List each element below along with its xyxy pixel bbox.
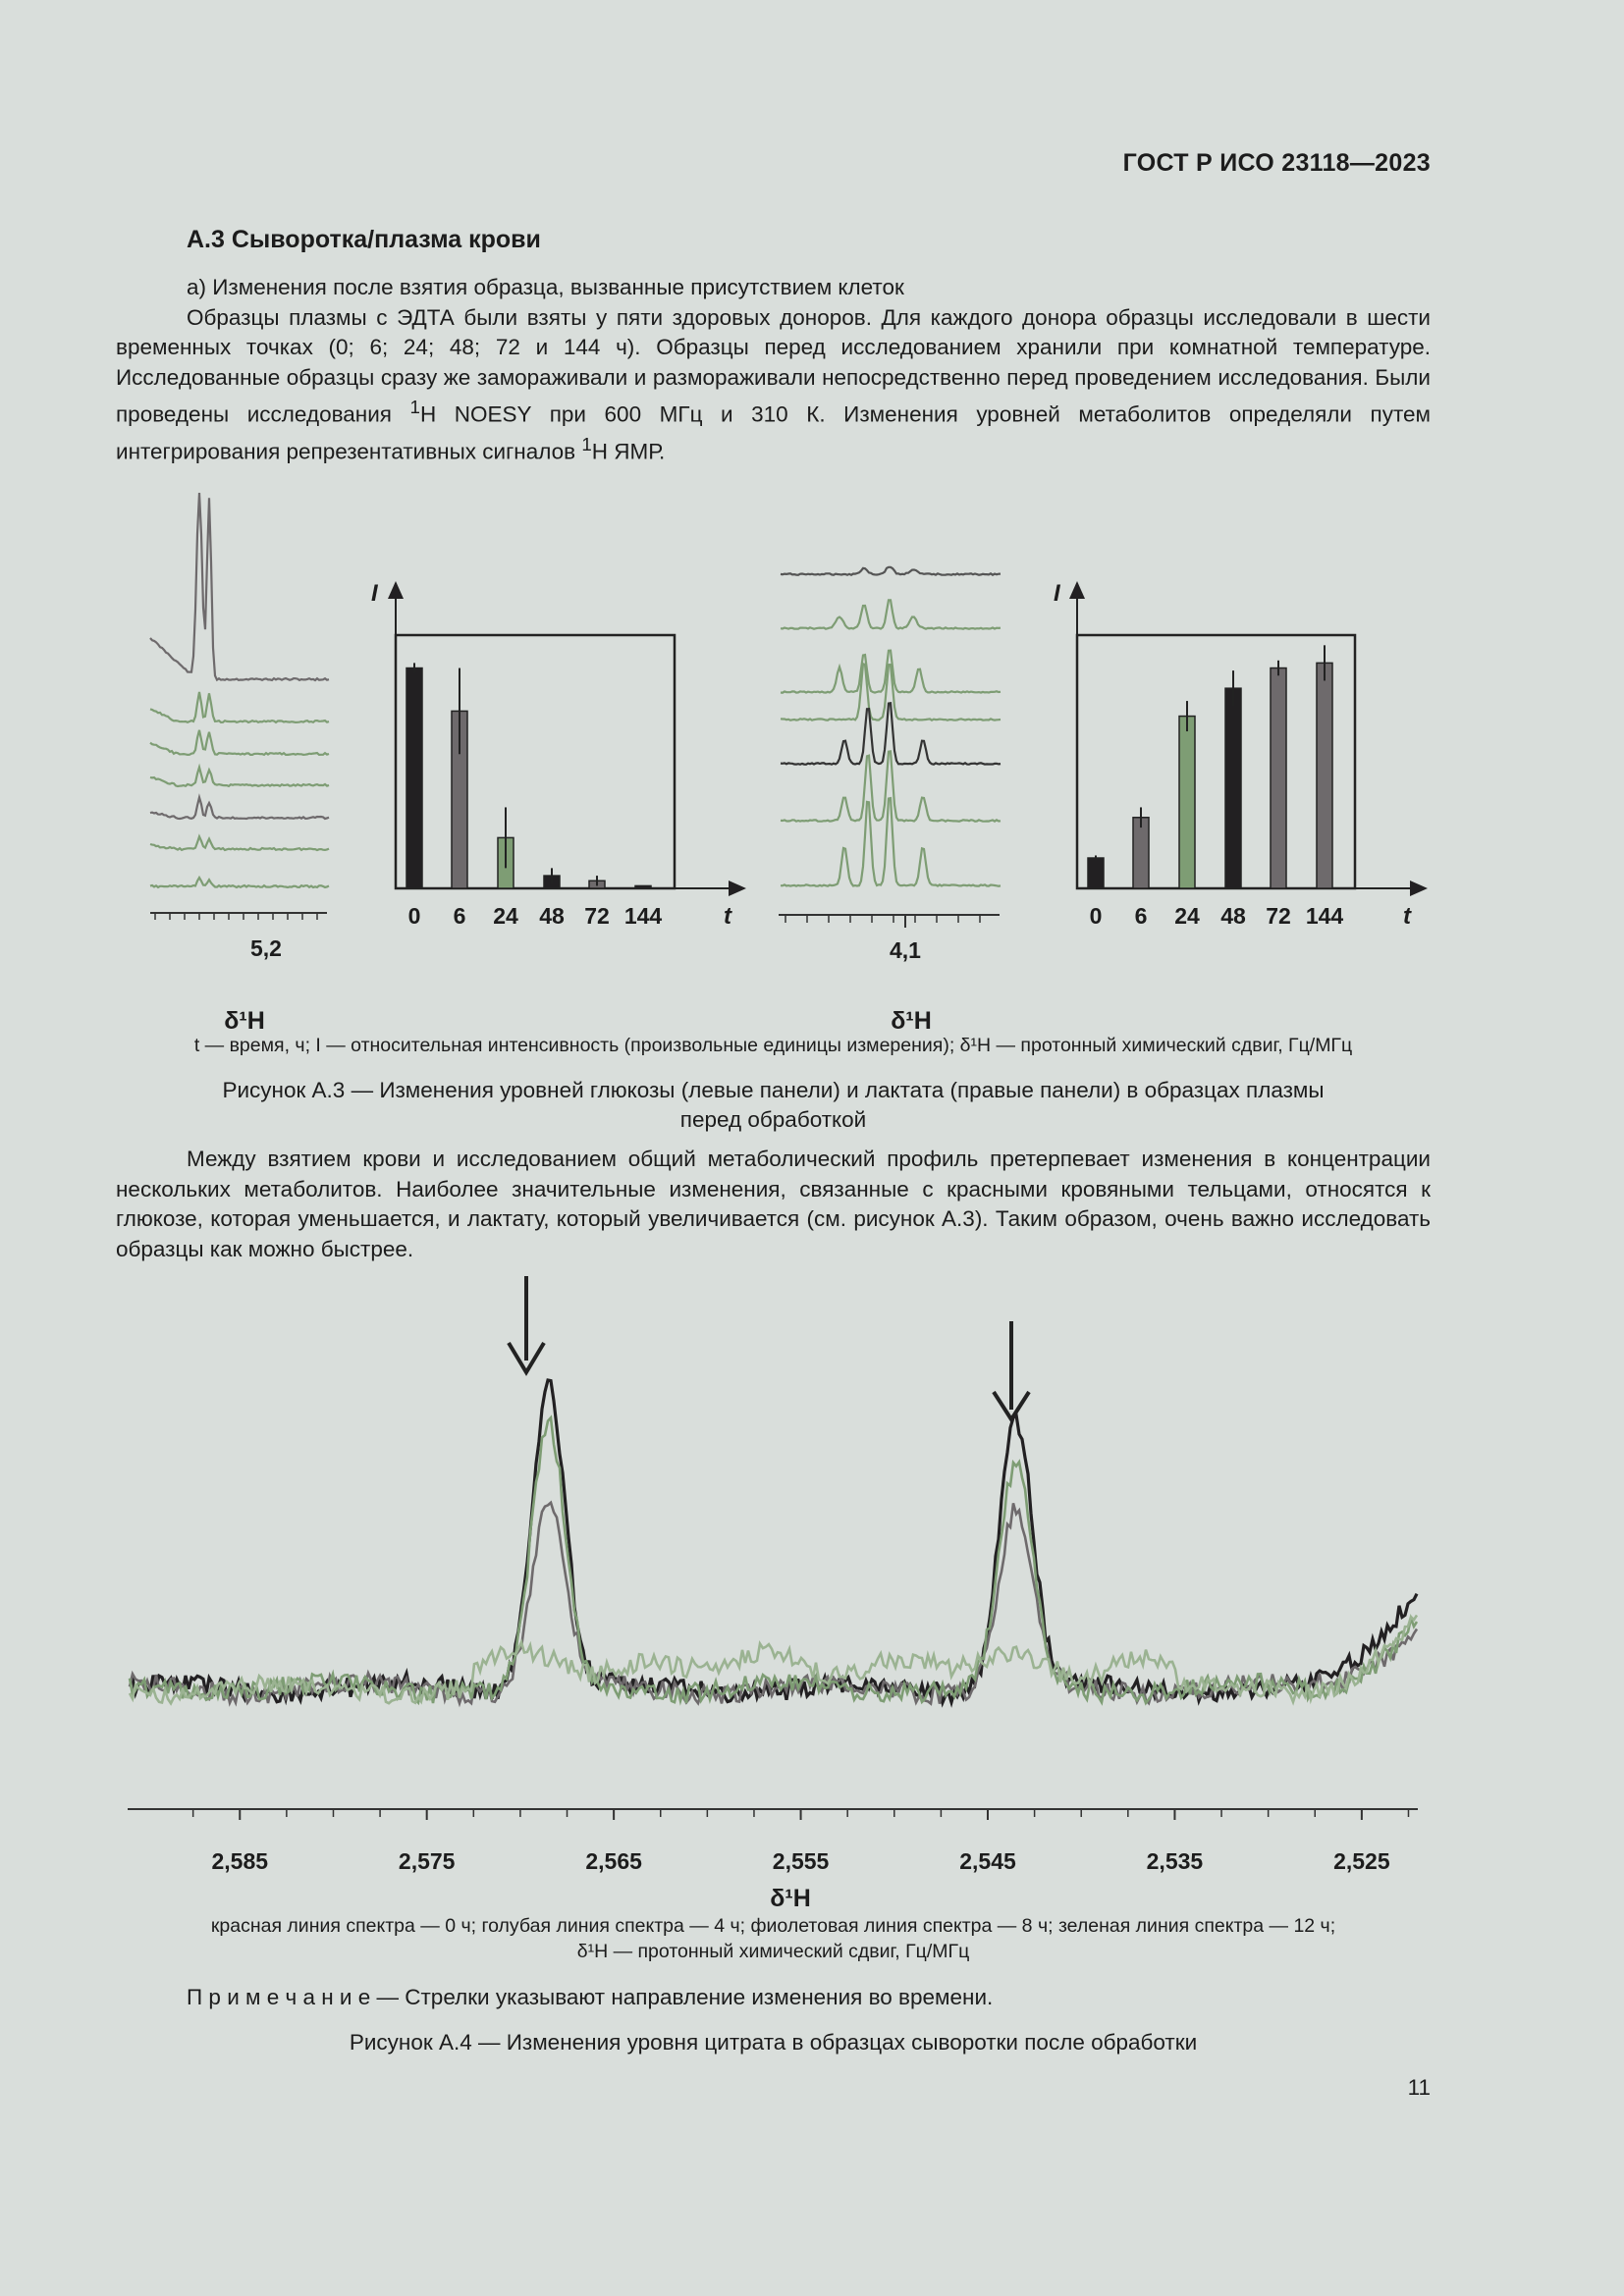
figure-a4-legend-line2: δ¹H — протонный химический сдвиг, Гц/МГц <box>576 1941 970 1962</box>
lactate-ppm-label: 4,1 <box>890 937 921 963</box>
glucose-spectrum-trace <box>150 730 329 755</box>
glucose-spectrum-trace <box>150 836 329 850</box>
citrate-tick-label: 2,555 <box>772 1848 830 1874</box>
glucose-bar <box>406 668 422 888</box>
citrate-spectra <box>130 1380 1417 1704</box>
glucose-ppm-axis <box>150 913 327 920</box>
citrate-x-axis <box>128 1809 1418 1820</box>
note-label: П р и м е ч а н и е <box>187 1985 371 2009</box>
glucose-bar <box>635 885 651 888</box>
section-title: А.3 Сыворотка/плазма крови <box>187 226 541 253</box>
glucose-spectrum-trace <box>150 768 329 786</box>
glucose-spectra <box>150 493 329 887</box>
lactate-tick-label: 48 <box>1220 903 1246 929</box>
arrow-icon <box>509 1276 544 1372</box>
citrate-tick-label: 2,565 <box>585 1848 642 1874</box>
citrate-tick-label: 2,535 <box>1146 1848 1204 1874</box>
figure-a3-legend: t — время, ч; I — относительная интенсивность (произвольные единицы измерения); δ¹H — протонный химический сдвиг, Гц/МГц <box>193 1035 1353 1056</box>
arrows <box>509 1276 1029 1419</box>
lactate-x-label: t <box>1403 903 1411 930</box>
lactate-bar <box>1271 668 1286 888</box>
intro-paragraph: Образцы плазмы с ЭДТА были взяты у пяти здоровых доноров. Для каждого донора образцы исследовали в шести временных точках (0; 6; 24; 48; 72 и 144 ч). Образцы перед исследованием хранили при комнатной температуре. Исследованные образцы сразу же замораживали и размораживали непосредственно перед проведением исследования. Были проведены исследования $^1$Н NOESY при 600 МГц и 310 К. Изменения уровней метаболитов определяли путем интегрирования репрезентативных сигналов $^1$Н ЯМР. <box>116 304 1432 464</box>
citrate-tick-label: 2,545 <box>959 1848 1016 1874</box>
lactate-spectrum-trace <box>781 600 1001 628</box>
glucose-spectrum-trace <box>150 692 329 722</box>
glucose-x-label: t <box>724 903 731 930</box>
citrate-tick-label: 2,575 <box>398 1848 456 1874</box>
figure-a4-caption: Рисунок А.4 — Изменения уровня цитрата в образцах сыворотки после обработки <box>349 2030 1198 2055</box>
glucose-spectrum-trace <box>150 878 329 887</box>
glucose-spectrum-trace <box>150 797 329 819</box>
lactate-bar <box>1225 688 1241 888</box>
lactate-tick-label: 0 <box>1089 903 1103 929</box>
lactate-tick-label: 6 <box>1134 903 1148 929</box>
glucose-tick-label: 6 <box>453 903 466 929</box>
item-a: а) Изменения после взятия образца, вызванные присутствием клеток <box>187 275 904 299</box>
citrate-tick-label: 2,585 <box>211 1848 269 1874</box>
intro-text <box>116 273 1431 467</box>
lactate-bar <box>1317 663 1332 888</box>
lactate-bar <box>1179 717 1195 888</box>
figure-a4 <box>0 1266 1624 1914</box>
between-paragraph: Между взятием крови и исследованием общий метаболический профиль претерпевает изменения в концентрации нескольких метаболитов. Наиболее значительные изменения, связанные с красными кровяными тельцами, относятся к глюкозе, которая уменьшается, и лактату, который увеличивается (см. рисунок А.3). Таким образом, очень важно исследовать образцы как можно быстрее. <box>116 1147 1431 1261</box>
citrate-tick-label: 2,525 <box>1333 1848 1390 1874</box>
lactate-bar-chart <box>1054 580 1426 930</box>
arrow-icon <box>994 1321 1029 1419</box>
glucose-ppm-label: 5,2 <box>250 935 282 961</box>
lactate-spectra <box>781 567 1001 886</box>
lactate-spectrum-trace <box>781 567 1001 575</box>
glucose-bar-chart <box>371 580 744 930</box>
lactate-bar <box>1133 818 1149 888</box>
figure-a3-caption-line2: перед обработкой <box>679 1107 867 1132</box>
glucose-tick-label: 48 <box>539 903 565 929</box>
lactate-spectrum-trace <box>781 798 1001 886</box>
figure-a3-caption-line1: Рисунок А.3 — Изменения уровней глюкозы (левые панели) и лактата (правые панели) в образцах плазмы <box>222 1078 1325 1102</box>
lactate-tick-label: 144 <box>1305 903 1344 929</box>
lactate-ppm-axis <box>779 915 1000 928</box>
figure-a4-legend-line1: красная линия спектра — 0 ч; голубая линия спектра — 4 ч; фиолетовая линия спектра — 8 ч; зеленая линия спектра — 12 ч; <box>210 1915 1336 1937</box>
figure-a3 <box>0 481 1624 1050</box>
glucose-spectrum-trace <box>150 493 329 680</box>
lactate-tick-label: 24 <box>1174 903 1200 929</box>
glucose-tick-label: 0 <box>407 903 421 929</box>
citrate-axis-label: δ¹H <box>770 1885 811 1912</box>
lactate-axis-label: δ¹H <box>891 1007 932 1035</box>
standard-number: ГОСТ Р ИСО 23118—2023 <box>1122 149 1431 177</box>
lactate-tick-label: 72 <box>1266 903 1291 929</box>
lactate-bar <box>1088 858 1104 888</box>
citrate-series-line <box>130 1417 1417 1703</box>
citrate-series-line <box>130 1503 1417 1704</box>
glucose-axis-label: δ¹H <box>224 1007 265 1035</box>
glucose-y-label: I <box>371 580 378 607</box>
note <box>187 1985 993 2010</box>
glucose-tick-label: 24 <box>493 903 518 929</box>
glucose-tick-label: 144 <box>623 903 663 929</box>
note-text: — Стрелки указывают направление изменения во времени. <box>370 1985 994 2009</box>
lactate-y-label: I <box>1054 580 1060 607</box>
page-number: 11 <box>1407 2075 1431 2100</box>
glucose-tick-label: 72 <box>584 903 610 929</box>
